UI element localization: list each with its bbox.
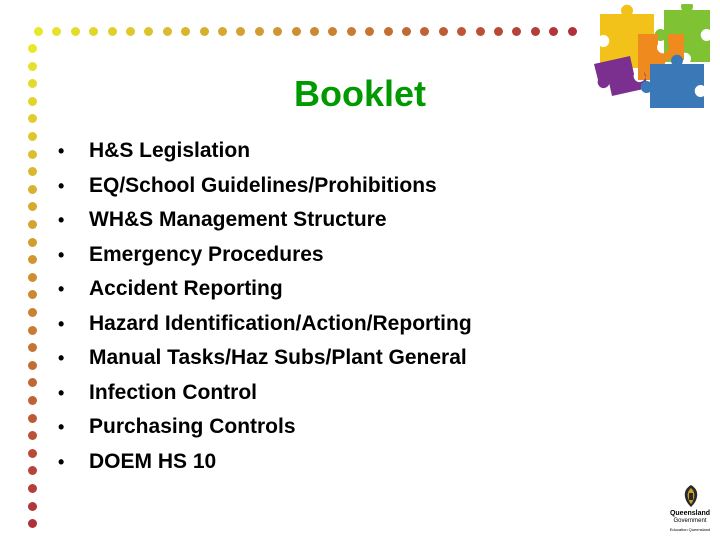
puzzle-pieces-icon xyxy=(590,4,716,110)
decorative-dot xyxy=(200,27,209,36)
decorative-dot xyxy=(328,27,337,36)
decorative-dot xyxy=(28,290,37,299)
bullet-text: Emergency Procedures xyxy=(89,242,324,266)
decorative-dot xyxy=(28,396,37,405)
slide-title: Booklet xyxy=(293,73,426,114)
decorative-dot xyxy=(89,27,98,36)
decorative-dot xyxy=(365,27,374,36)
queensland-government-logo xyxy=(662,484,718,538)
bullet-item xyxy=(58,410,472,445)
decorative-dot xyxy=(255,27,264,36)
decorative-dot xyxy=(494,27,503,36)
decorative-dot xyxy=(28,502,37,511)
bullet-item xyxy=(58,169,472,204)
decorative-dot xyxy=(28,449,37,458)
decorative-dot xyxy=(28,308,37,317)
bullet-text: H&S Legislation xyxy=(89,139,251,162)
decorative-dot xyxy=(28,484,37,493)
bullet-text: Accident Reporting xyxy=(89,277,283,300)
logo-line-1: Queensland xyxy=(669,510,711,517)
bullet-text: Manual Tasks/Haz Subs/Plant General xyxy=(89,346,467,369)
decorative-dot xyxy=(28,167,37,176)
decorative-dot xyxy=(28,79,37,88)
decorative-dot xyxy=(126,27,135,36)
bullet-item xyxy=(58,307,472,342)
decorative-dot xyxy=(52,27,61,36)
decorative-dot xyxy=(218,27,227,36)
decorative-dot xyxy=(28,238,37,247)
decorative-dot xyxy=(273,27,282,36)
bullet-item xyxy=(58,238,472,273)
bullet-symbol: • xyxy=(58,451,65,472)
decorative-dot xyxy=(384,27,393,36)
decorative-dot xyxy=(236,27,245,36)
decorative-dot xyxy=(28,431,37,440)
bullet-symbol: • xyxy=(58,141,65,161)
logo-line-3: Education Queensland xyxy=(669,527,711,532)
decorative-dot xyxy=(568,27,577,36)
bullet-symbol: • xyxy=(58,417,65,437)
decorative-dot xyxy=(28,361,37,370)
decorative-dot xyxy=(71,27,80,36)
bullet-text: Purchasing Controls xyxy=(89,415,296,438)
decorative-dot xyxy=(28,255,37,264)
bullet-list xyxy=(58,134,472,479)
decorative-dot xyxy=(512,27,521,36)
decorative-dot xyxy=(108,27,117,36)
bullet-item xyxy=(58,376,472,411)
bullet-symbol: • xyxy=(58,244,65,265)
bullet-item xyxy=(58,134,472,169)
decorative-dot xyxy=(28,132,37,141)
bullet-text: EQ/School Guidelines/Prohibitions xyxy=(89,173,437,197)
bullet-symbol: • xyxy=(58,382,65,403)
queensland-crest-icon xyxy=(680,484,702,508)
decorative-dot xyxy=(28,519,37,528)
bullet-item xyxy=(58,272,472,307)
decorative-dot xyxy=(476,27,485,36)
decorative-dot xyxy=(439,27,448,36)
bullet-symbol: • xyxy=(58,279,65,299)
bullet-text: Hazard Identification/Action/Reporting xyxy=(89,311,472,335)
decorative-dot xyxy=(28,114,37,123)
bullet-symbol: • xyxy=(58,175,65,196)
decorative-dot xyxy=(28,220,37,229)
decorative-dot xyxy=(28,202,37,211)
decorative-dot xyxy=(28,150,37,159)
logo-line-2: Government xyxy=(673,518,707,524)
decorative-dot xyxy=(144,27,153,36)
decorative-dot xyxy=(28,97,37,106)
decorative-dot xyxy=(28,414,37,423)
decorative-dot xyxy=(28,62,37,71)
bullet-text: Infection Control xyxy=(89,380,257,404)
decorative-dot xyxy=(28,185,37,194)
decorative-dot xyxy=(28,378,37,387)
bullet-item xyxy=(58,203,472,238)
decorative-dot xyxy=(28,44,37,53)
bullet-symbol: • xyxy=(58,210,65,230)
bullet-text: DOEM HS 10 xyxy=(89,449,217,473)
bullet-item xyxy=(58,341,472,376)
decorative-dot xyxy=(163,27,172,36)
decorative-dot xyxy=(292,27,301,36)
bullet-symbol: • xyxy=(58,348,65,368)
decorative-dot xyxy=(181,27,190,36)
decorative-dot xyxy=(347,27,356,36)
decorative-dot xyxy=(28,466,37,475)
decorative-dot xyxy=(28,343,37,352)
bullet-symbol: • xyxy=(58,313,65,334)
bullet-text: WH&S Management Structure xyxy=(89,208,387,231)
decorative-dot xyxy=(310,27,319,36)
decorative-dot xyxy=(28,326,37,335)
decorative-dot xyxy=(28,273,37,282)
decorative-dot xyxy=(420,27,429,36)
bullet-item xyxy=(58,445,472,480)
decorative-dot xyxy=(531,27,540,36)
decorative-dot xyxy=(549,27,558,36)
decorative-dot xyxy=(402,27,411,36)
decorative-dot xyxy=(457,27,466,36)
decorative-dot xyxy=(34,27,43,36)
